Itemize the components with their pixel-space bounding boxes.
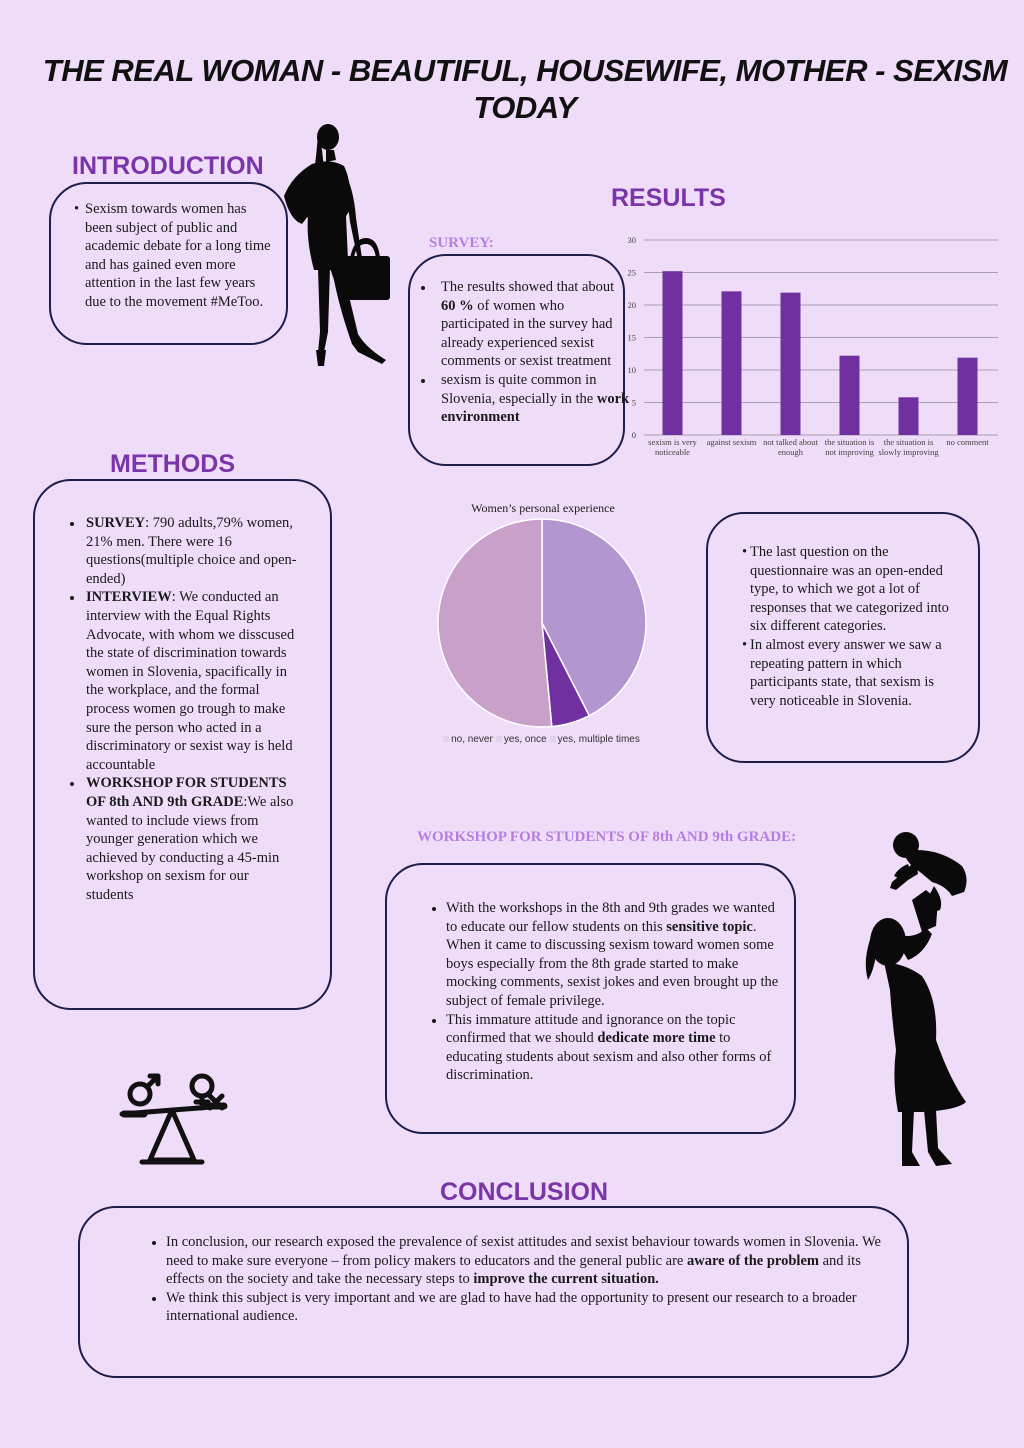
survey-subheading: SURVEY: — [429, 235, 494, 251]
method-workshop-item: • WORKSHOP FOR STUDENTS OF 8th AND 9th GRADE:We also wanted to include views from younger generation which we achieved by conducting a 45-min workshop on sexism for our students — [84, 774, 298, 904]
open-question-item: • In almost every answer we saw a repeating pattern in which participants state, that sexism is very noticeable in Slovenia. — [742, 636, 942, 709]
legend-label: no, never — [451, 734, 493, 745]
survey-result-item: • sexism is quite common in Slovenia, especially in the work environment — [435, 371, 631, 427]
x-tick-label: no comment — [946, 437, 989, 447]
open-question-text — [742, 543, 962, 710]
pie-slice — [438, 519, 552, 727]
workshop-box — [385, 863, 796, 1134]
bar — [958, 358, 978, 435]
x-tick-label: against sexism — [706, 437, 757, 447]
introduction-heading: INTRODUCTION — [72, 152, 264, 180]
introduction-text-block: • Sexism towards women has been subject of public and academic debate for a long time and has gained even more attention in the last few years due to the movement #MeToo. — [74, 201, 271, 310]
x-tick-label: sexism is very noticeable — [648, 437, 697, 457]
conclusion-item: • We think this subject is very important and we are glad to have had the opportunity to present our research to a broader international audience. — [166, 1289, 896, 1326]
bar — [722, 291, 742, 435]
y-tick-label: 25 — [627, 267, 636, 278]
mother-and-child-silhouette-icon — [862, 830, 974, 1174]
methods-box — [33, 479, 332, 1010]
legend-label: yes, once — [503, 734, 547, 745]
survey-results-list — [417, 278, 631, 427]
legend-swatch — [550, 736, 556, 742]
y-tick-label: 15 — [627, 332, 636, 343]
x-tick-label: not talked about enough — [763, 437, 818, 457]
conclusion-item: • In conclusion, our research exposed the prevalence of sexist attitudes and sexist behaviour towards women in Slovenia. We need to make sure everyone – from policy makers to educators and the general public are aware of the problem and its effects on the society and take the necessary steps to improve the current situation. — [166, 1233, 896, 1289]
open-question-item: • The last question on the questionnaire was an open-ended type, to which we got a lot of responses that we categorized into six different categories. — [742, 544, 949, 635]
method-survey-item: • SURVEY: 790 adults,79% women, 21% men. There were 16 questions(multiple choice and open-ended) — [84, 514, 298, 588]
bar — [663, 271, 683, 435]
businesswoman-silhouette-icon — [278, 120, 400, 368]
poster-title: THE REAL WOMAN - BEAUTIFUL, HOUSEWIFE, MOTHER - SEXISM TODAY — [42, 53, 1008, 125]
x-tick-label: the situation is slowly improving — [878, 437, 939, 457]
survey-result-item: • The results showed that about 60 % of women who participated in the survey had already experienced sexist comments or sexist treatment — [435, 278, 631, 371]
legend-entry — [550, 734, 640, 745]
legend-swatch — [496, 736, 502, 742]
y-tick-label: 30 — [627, 235, 636, 245]
conclusion-list — [148, 1233, 896, 1326]
legend-entry — [496, 734, 547, 745]
y-tick-label: 10 — [627, 365, 636, 375]
legend-swatch — [443, 736, 449, 742]
bar — [840, 356, 860, 435]
introduction-text: Sexism towards women has been subject of public and academic debate for a long time and has gained even more attention in the last few years due to the movement #MeToo. — [85, 201, 271, 310]
legend-entry — [443, 734, 493, 745]
method-interview-item: • INTERVIEW: We conducted an interview with the Equal Rights Advocate, with whom we disscused the state of discrimination towards women in Slovenia, spacifically in the workplace, and the formal process women go trough to make sure the person who acted in a discriminatory or sexist way is held accountable — [84, 588, 298, 774]
pie-chart-legend — [432, 734, 654, 745]
survey-results-box — [408, 254, 630, 466]
survey-bar-chart — [620, 232, 1004, 472]
bar — [781, 293, 801, 435]
legend-label: yes, multiple times — [557, 734, 640, 745]
pie-chart-title: Women’s personal experience — [471, 501, 615, 515]
personal-experience-pie-chart — [436, 517, 648, 729]
workshop-item: • With the workshops in the 8th and 9th grades we wanted to educate our fellow students on this sensitive topic. When it came to discussing sexism toward women some boys especially from the 8th grade started to make mocking comments, sexist jokes and even brought up the subject of female privilege. — [446, 899, 782, 1011]
methods-list — [66, 514, 298, 904]
y-tick-label: 0 — [631, 430, 636, 440]
x-tick-label: the situation is not improving — [824, 437, 875, 457]
y-tick-label: 5 — [631, 397, 636, 408]
conclusion-heading: CONCLUSION — [440, 1178, 609, 1206]
workshop-subheading: WORKSHOP FOR STUDENTS OF 8th AND 9th GRADE: — [417, 829, 797, 845]
methods-heading: METHODS — [110, 450, 235, 478]
workshop-item: • This immature attitude and ignorance on the topic confirmed that we should dedicate more time to educating students about sexism and also other forms of discrimination. — [446, 1011, 782, 1085]
conclusion-box — [78, 1206, 909, 1378]
results-heading: RESULTS — [611, 184, 726, 212]
bar — [899, 397, 919, 435]
introduction-box — [49, 182, 288, 345]
y-tick-label: 20 — [627, 300, 636, 310]
workshop-list — [428, 899, 782, 1085]
gender-equality-scale-icon — [114, 1064, 232, 1168]
open-question-box — [706, 512, 980, 763]
